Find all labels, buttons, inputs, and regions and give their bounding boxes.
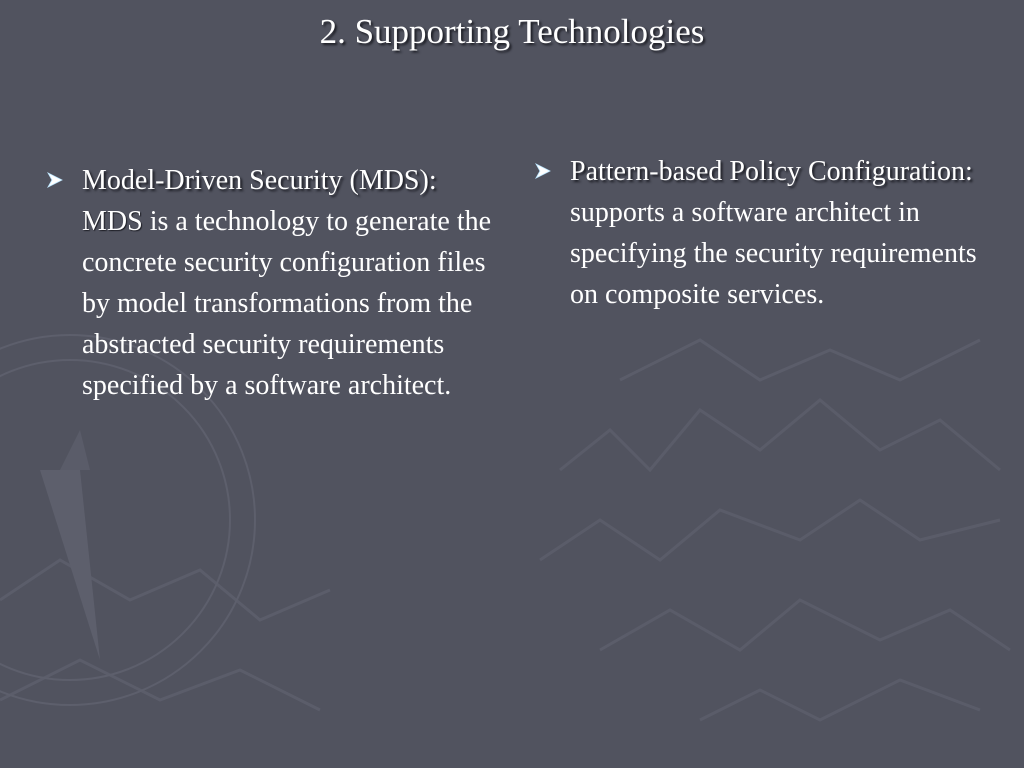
pattern-policy-description: supports a software architect in specifying the security requirements on composite services. — [570, 197, 977, 310]
left-bullet-item — [82, 160, 502, 406]
arrowhead-bullet-icon — [535, 163, 551, 179]
right-bullet-item — [570, 151, 990, 315]
slide-title: 2. Supporting Technologies — [319, 12, 705, 51]
mds-heading: Model-Driven Security (MDS): — [82, 165, 437, 196]
mds-description — [82, 201, 502, 406]
mds-description-text: is a technology to generate the concrete security configuration files by model transformations from the abstracted security requirements specified by a software architect. — [82, 206, 492, 401]
mds-abbreviation: MDS — [82, 206, 143, 237]
pattern-policy-heading: Pattern-based Policy Configuration: — [570, 156, 973, 187]
arrowhead-bullet-icon — [47, 172, 63, 188]
